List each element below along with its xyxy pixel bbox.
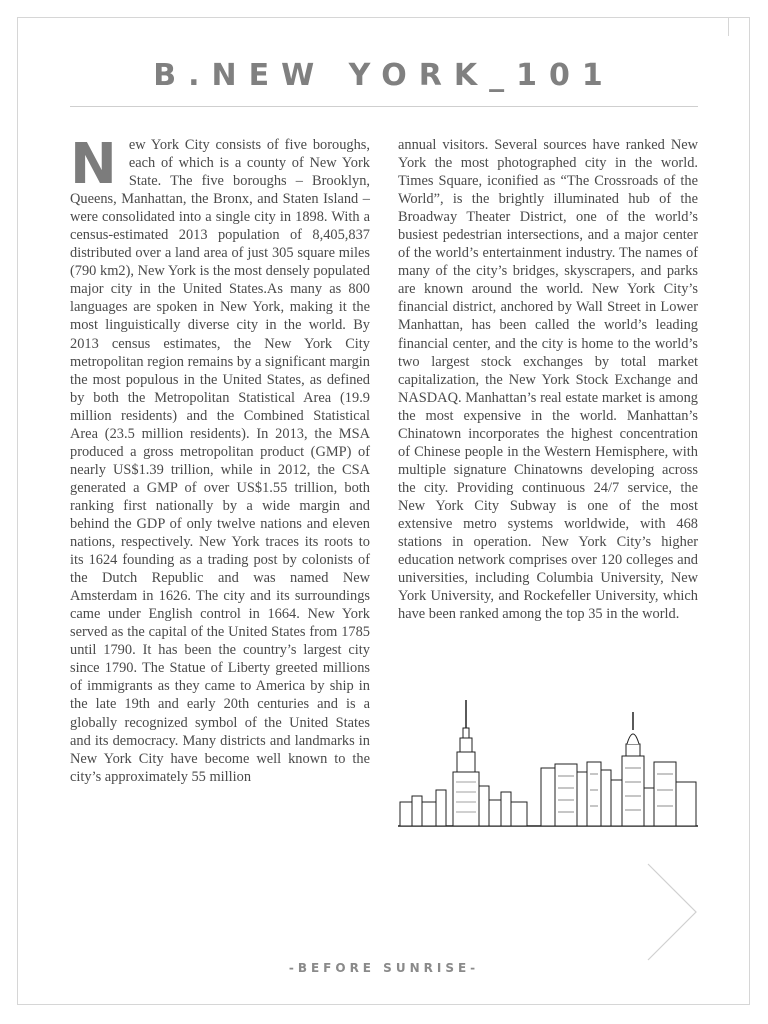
skyline-illustration: [398, 690, 698, 830]
chevron-right-icon[interactable]: [640, 862, 704, 966]
article-right-text: annual visitors. Several sources have ranked New York the most photographed city in the world. Times Square, iconified as “The Crossroads of the World”, is the brightly illuminated hub of the Broadway Theater District, one of the world’s busiest pedestrian intersections, and a major center of the world’s entertainment industry. The names of many of the city’s bridges, skyscrapers, and parks are known around the world. New York City’s financial district, anchored by Wall Street in Lower Manhattan, has been called the world’s leading financial center, and the city is home to the world’s two largest stock exchanges by total market capitalization, the New York Stock Exchange and NASDAQ. Manhattan’s real estate market is among the most expensive in the world. Manhattan’s Chinatown incorporates the highest concentration of Chinese people in the Western Hemisphere, with multiple signature Chinatowns developing across the city. Providing continuous 24/7 service, the New York City Subway is one of the most extensive metro systems worldwide, with 468 stations in operation. New York City’s higher education network comprises over 120 colleges and universities, including Columbia University, New York University, and Rockefeller University, which have been ranked among the top 35 in the world.: [398, 137, 698, 623]
article-left-text: ew York City consists of five boroughs, each of which is a county of New York State. The five boroughs – Brooklyn, Queens, Manhattan, the Bronx, and Staten Island – were consolidated into a single city in 1898. With a census-estimated 2013 population of 8,405,837 distributed over a land area of just 305 square miles (790 km2), New York is the most densely populated major city in the United States.As many as 800 languages are spoken in New York, making it the most linguistically diverse city in the world. By 2013 census estimates, the New York City metropolitan region remains by a significant margin the most populous in the United States, as defined by both the Metropolitan Statistical Area (19.9 million residents) and the Combined Statistical Area (23.5 million residents). In 2013, the MSA produced a gross metropolitan product (GMP) of nearly US$1.39 trillion, while in 2012, the CSA generated a GMP of over US$1.55 trillion, both ranking first nationally by a wide margin and behind the GDP of only twelve nations and eleven nations, respectively. New York traces its roots to its 1624 founding as a trading post by colonists of the Dutch Republic and was named New Amsterdam in 1626. The city and its surroundings came under English control in 1664. New York served as the capital of the United States from 1785 until 1790. It has been the country’s largest city since 1790. The Statue of Liberty greeted millions of immigrants as they came to America by ship in the late 19th and early 20th centuries and is a globally recognized symbol of the United States and its democracy. Many districts and landmarks in New York City have become well known to the city’s approximately 55 million: [70, 137, 370, 785]
footer-label: -BEFORE SUNRISE-: [288, 961, 480, 975]
title-divider: [70, 106, 698, 107]
page-title: B.NEW YORK_101: [153, 58, 615, 93]
article-left-column: [70, 132, 370, 786]
page-corner-lines: [728, 18, 749, 36]
article-right-column: [398, 136, 698, 623]
drop-cap: N: [70, 132, 117, 197]
